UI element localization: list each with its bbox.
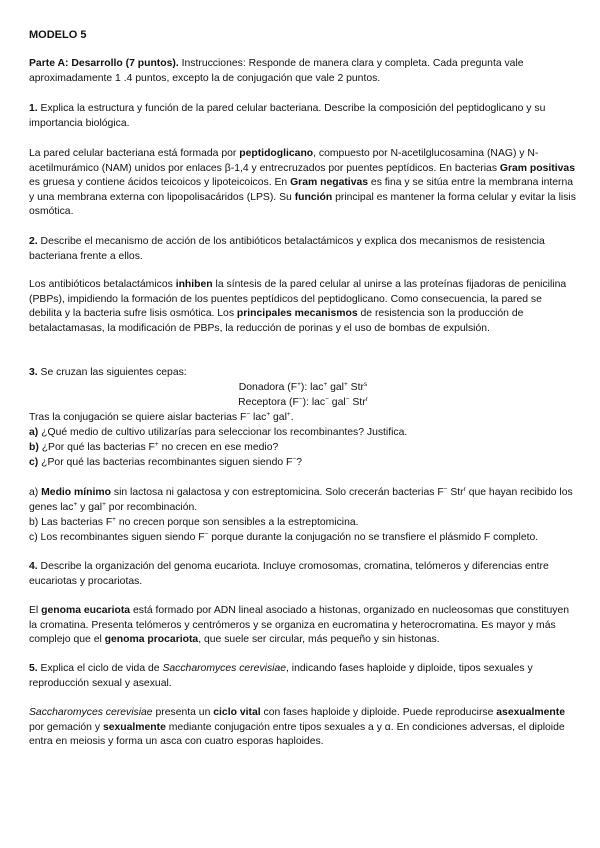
genotype-text: Donadora (F	[238, 382, 298, 393]
subquestion-text: ?	[296, 457, 302, 468]
conjugation-goal	[29, 411, 577, 426]
genotype-text: gal	[328, 397, 346, 408]
question-number: 3.	[29, 367, 38, 378]
answer-text: b) Las bacterias F	[29, 517, 113, 528]
question-number: 2.	[29, 236, 38, 247]
question-text: Describe el mecanismo de acción de los antibióticos betalactámicos y explica dos mecanismos de resistencia bacteriana frente a ellos.	[29, 236, 545, 262]
answer-text: con fases haploide y diploide. Puede reproducirse	[260, 707, 497, 718]
answer-text: principal es mantener la forma celular y evitar la lisis osmótica.	[29, 191, 576, 218]
species-name: Saccharomyces cerevisiae	[29, 707, 153, 718]
donor-strain	[29, 381, 577, 396]
answer-superscript: −	[204, 531, 209, 538]
subquestion-text: ¿Por qué las bacterias recombinantes siguen siendo F	[38, 457, 293, 468]
question-text: Describe la organización del genoma eucariota. Incluye cromosomas, cromatina, telómeros y diferencias entre eucariotas y procariotas.	[29, 561, 549, 587]
goal-superscript: +	[266, 411, 271, 418]
question-text: Explica el ciclo de vida de	[37, 663, 163, 674]
question-1	[29, 102, 577, 131]
answer-text: y gal	[77, 501, 103, 513]
answer-2	[29, 278, 577, 336]
page-title: MODELO 5	[29, 29, 87, 41]
answer-3a	[29, 486, 577, 515]
answer-bold: Gram positivas	[499, 162, 575, 174]
answer-text: porque durante la conjugación no se transfiere el plásmido F completo.	[208, 532, 539, 543]
answer-bold: ciclo vital	[213, 707, 261, 718]
answer-text: a)	[29, 487, 42, 498]
answer-text: por gemación y	[29, 721, 103, 733]
answer-bold: asexualmente	[496, 707, 566, 718]
genotype-superscript: +	[323, 381, 328, 388]
answer-text: de resistencia son la producción de betalactamasas, la modificación de PBPs, la reducción de porinas y el uso de bombas de expulsión.	[29, 308, 524, 334]
genotype-superscript: +	[297, 381, 301, 388]
answer-bold: principales mecanismos	[236, 308, 358, 320]
answer-text: es fina y se sitúa entre la membrana interna y una membrana externa con lipopolisacáridos (LPS). Su	[29, 177, 574, 203]
question-text: Explica la estructura y función de la pared celular bacteriana. Describe la composición del peptidoglicano y su importancia biológica.	[29, 103, 546, 129]
answer-4	[29, 604, 577, 648]
intro-paragraph	[29, 57, 577, 86]
answer-text: La pared celular bacteriana está formada por	[29, 148, 240, 159]
goal-superscript: +	[286, 411, 291, 418]
question-number: 4.	[29, 561, 38, 572]
goal-text: lac	[250, 412, 267, 423]
subquestion-label: a)	[29, 427, 39, 438]
answer-superscript: r	[463, 486, 466, 493]
goal-superscript: −	[246, 411, 251, 418]
genotype-text: Str	[349, 397, 366, 408]
answer-text: está formado por ADN lineal asociado a histonas, organizado en nucleosomas que constituyen la cromatina. Presenta telómeros y centrómeros y se organiza en eucromatina y heterocromatina. Es mayor y más complejo que el	[29, 605, 570, 646]
answer-bold: Medio mínimo	[41, 487, 111, 498]
answer-3c	[29, 531, 577, 546]
question-3	[29, 366, 577, 381]
answer-text: la síntesis de la pared celular al unirse a las proteínas fijadoras de penicilina (PBPs), impidiendo la formación de los puentes peptídicos del peptidoglicano. Como consecuencia, la pared se debilita y la bacteria sufre lisis osmótica. Los	[29, 279, 567, 320]
question-number: 1.	[29, 103, 38, 114]
answer-1	[29, 147, 577, 220]
genotype-text: ): lac	[302, 397, 326, 408]
answer-5	[29, 706, 577, 750]
answer-superscript: +	[102, 500, 106, 508]
answer-text: c) Los recombinantes siguen siendo F	[29, 532, 205, 543]
question-4	[29, 560, 577, 589]
answer-text: no crecen porque son sensibles a la estreptomicina.	[115, 517, 359, 528]
question-5	[29, 662, 577, 691]
answer-bold: peptidoglicano	[239, 148, 314, 159]
genotype-superscript: −	[325, 396, 329, 403]
genotype-superscript: +	[344, 381, 348, 388]
question-text: Se cruzan las siguientes cepas:	[37, 367, 187, 378]
answer-text: por recombinación.	[105, 501, 198, 513]
answer-bold: sexualmente	[102, 721, 166, 733]
species-name: Saccharomyces cerevisiae	[162, 663, 287, 674]
answer-text: Los antibióticos betalactámicos	[29, 279, 176, 290]
answer-text: que hayan recibido los genes lac	[29, 487, 573, 513]
subquestion-text: no crecen en ese medio?	[158, 442, 279, 453]
answer-text: sin lactosa ni galactosa y con estreptomicina. Solo crecerán bacterias F	[111, 487, 444, 498]
subquestion-label: b)	[29, 442, 39, 453]
subquestion-a	[29, 426, 577, 441]
answer-bold: genoma eucariota	[41, 605, 131, 616]
answer-text: , compuesto por N-acetilglucosamina (NAG) y N-acetilmurámico (NAM) unidos por enlaces β-1,4 y entrecruzados por puentes peptídicos. En bacterias	[29, 148, 539, 174]
subquestion-superscript: +	[154, 441, 159, 448]
question-number: 5.	[29, 663, 38, 674]
answer-superscript: +	[73, 500, 78, 508]
genotype-text: ): lac	[300, 382, 324, 393]
genotype-text: gal	[327, 382, 344, 393]
answer-text: es gruesa y contiene ácidos teicoicos y lipoteicoicos. En	[29, 177, 291, 189]
subquestion-superscript: −	[292, 456, 297, 463]
intro-text: Instrucciones: Responde de manera clara y completa. Cada pregunta vale aproximadamente 1 .4 puntos, excepto la de conjugación que vale 2 puntos.	[29, 58, 524, 84]
subquestion-label: c)	[29, 457, 39, 468]
question-text: , indicando fases haploide y diploide, tipos sexuales y reproducción sexual y asexual.	[29, 663, 533, 689]
genotype-superscript: −	[345, 396, 350, 403]
answer-bold: inhiben	[175, 279, 213, 290]
genotype-text: Str	[347, 382, 364, 393]
answer-text: presenta un	[152, 707, 214, 718]
genotype-superscript: r	[365, 396, 368, 403]
subquestion-text: ¿Qué medio de cultivo utilizarías para seleccionar los recombinantes? Justifica.	[38, 427, 408, 438]
goal-text: Tras la conjugación se quiere aislar bacterias F	[29, 412, 247, 423]
answer-bold: Gram negativas	[290, 177, 369, 189]
genotype-superscript: s	[363, 381, 368, 388]
answer-text: El	[29, 605, 42, 616]
subquestion-text: ¿Por qué las bacterias F	[38, 442, 155, 453]
answer-text: mediante conjugación entre tipos sexuales a y α. En condiciones adversas, el diploide entra en meiosis y forma un asca con cuatro esporas haploides.	[29, 721, 565, 748]
answer-superscript: −	[443, 486, 448, 493]
intro-label: Parte A: Desarrollo (7 puntos).	[29, 58, 179, 69]
genotype-text: Receptora (F	[238, 397, 299, 408]
subquestion-c	[29, 456, 577, 471]
answer-text: , que suele ser circular, más pequeño y sin histonas.	[198, 634, 440, 646]
goal-text: gal	[270, 412, 287, 423]
answer-bold: función	[294, 191, 333, 203]
question-2	[29, 235, 577, 264]
subquestion-b	[29, 441, 577, 456]
answer-superscript: +	[112, 516, 116, 523]
answer-3b	[29, 516, 577, 531]
recipient-strain	[29, 396, 577, 411]
goal-text: .	[290, 412, 294, 423]
answer-text: Str	[447, 487, 464, 498]
answer-bold: genoma procariota	[104, 634, 199, 646]
genotype-superscript: −	[298, 396, 303, 403]
